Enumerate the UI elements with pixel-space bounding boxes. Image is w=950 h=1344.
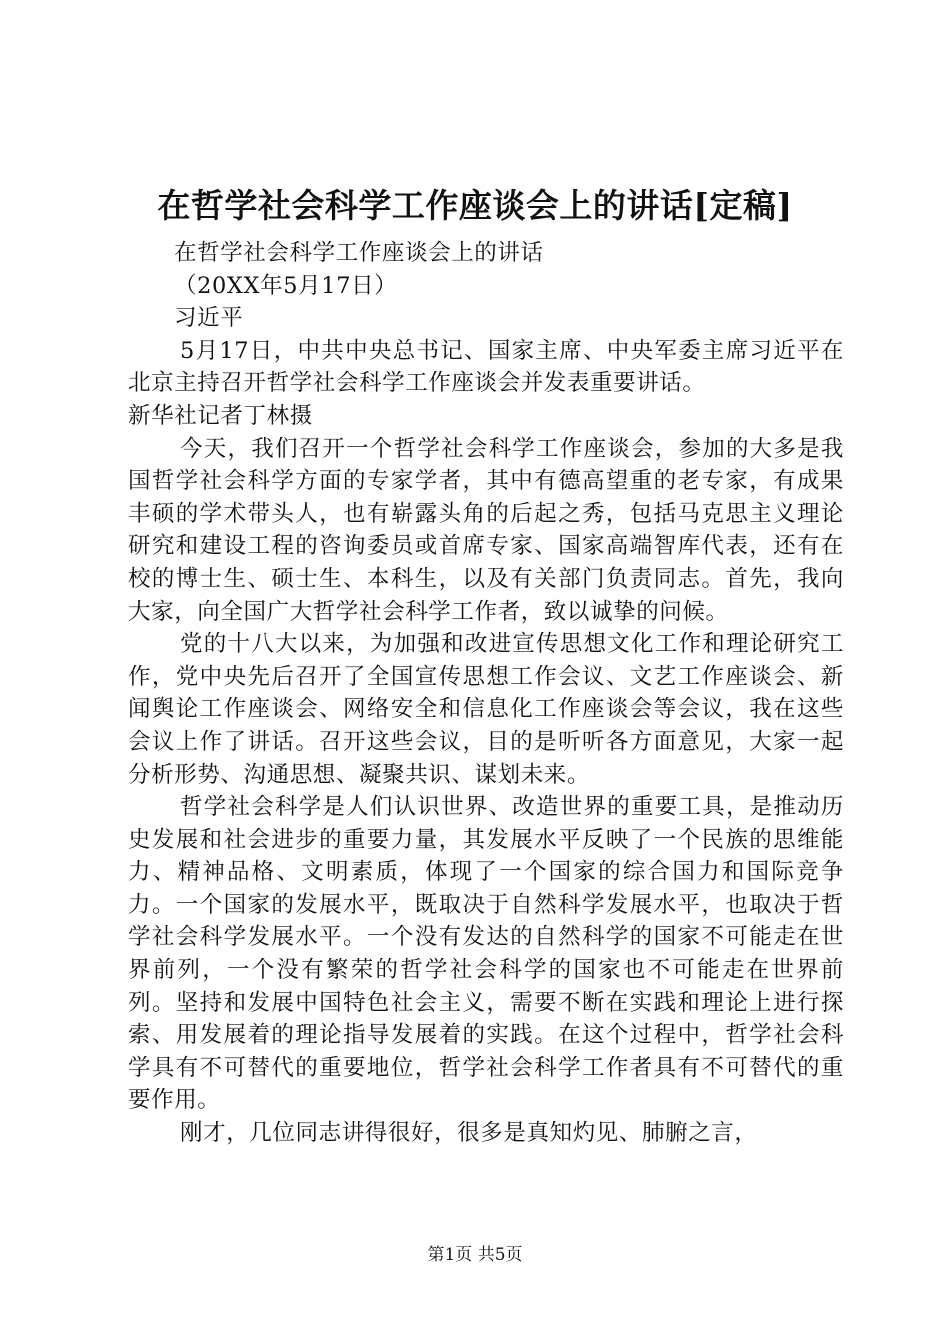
paragraph: 哲学社会科学是人们认识世界、改造世界的重要工具，是推动历史发展和社会进步的重要力量，其发展水平反映了一个民族的思维能力、精神品格、文明素质，体现了一个国家的综合国力和国际竞争力。一个国家的发展水平，既取决于自然科学发展水平，也取决于哲学社会科学发展水平。一个没有发达的自然科学的国家不可能走在世界前列，一个没有繁荣的哲学社会科学的国家也不可能走在世界前列。坚持和发展中国特色社会主义，需要不断在实践和理论上进行探索、用发展着的理论指导发展着的实践。在这个过程中，哲学社会科学具有不可替代的重要地位，哲学社会科学工作者具有不可替代的重要作用。 <box>128 794 844 1114</box>
document-title: 在哲学社会科学工作座谈会上的讲话[定稿] <box>157 186 793 225</box>
paragraph: 刚才，几位同志讲得很好，很多是真知灼见、肺腑之言， <box>180 1120 758 1147</box>
speech-subtitle: 在哲学社会科学工作座谈会上的讲话 <box>174 240 544 266</box>
paragraph: 今天，我们召开一个哲学社会科学工作座谈会，参加的大多是我国哲学社会科学方面的专家学者，其中有德高望重的老专家，有成果丰硕的学术带头人，也有崭露头角的后起之秀，包括马克思主义理论研究和建设工程的咨询委员或首席专家、国家高端智库代表，还有在校的博士生、硕士生、本科生，以及有关部门负责同志。首先，我向大家，向全国广大哲学社会科学工作者，致以诚挚的问候。 <box>128 435 844 625</box>
photo-caption: 5月17日，中共中央总书记、国家主席、中央军委主席习近平在北京主持召开哲学社会科学工作座谈会并发表重要讲话。 <box>128 337 844 397</box>
speech-author: 习近平 <box>174 305 244 332</box>
paragraph: 党的十八大以来，为加强和改进宣传思想文化工作和理论研究工作，党中央先后召开了全国宣传思想工作会议、文艺工作座谈会、新闻舆论工作座谈会、网络安全和信息化工作座谈会等会议，我在这些会议上作了讲话。召开这些会议，目的是听听各方面意见，大家一起分析形势、沟通思想、凝聚共识、谋划未来。 <box>128 631 844 788</box>
speech-date: （20XX年5月17日） <box>174 272 398 299</box>
page-footer: 第1页 共5页 <box>427 1245 523 1265</box>
photo-credit: 新华社记者丁林摄 <box>128 402 313 429</box>
document-body <box>128 237 844 1150</box>
